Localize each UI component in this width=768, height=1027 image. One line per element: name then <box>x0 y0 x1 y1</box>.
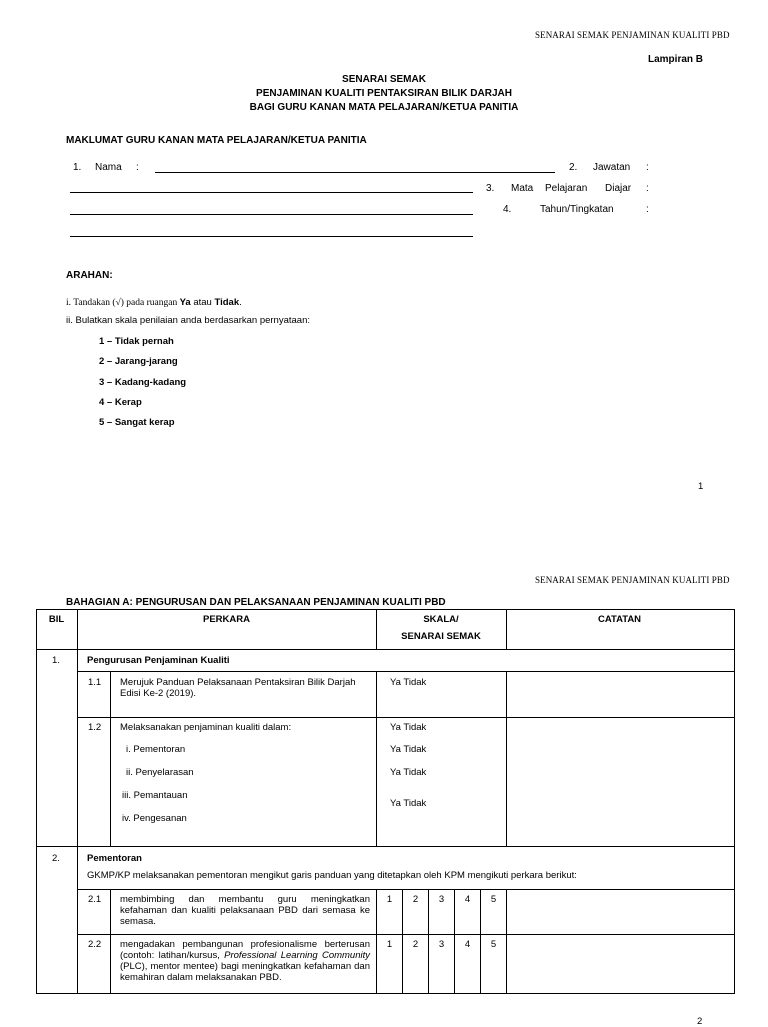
year-input-line[interactable] <box>70 236 473 237</box>
subject-label-part: Pelajaran <box>545 183 588 194</box>
field-colon: : <box>646 204 649 215</box>
table-rule <box>506 671 507 846</box>
appendix-label: Lampiran B <box>648 54 704 65</box>
checklist-table <box>36 609 735 994</box>
subject-label-part: Mata <box>511 183 534 194</box>
sub-item: iii. Pemantauan <box>122 790 188 801</box>
table-rule <box>110 889 111 993</box>
column-header-skala: SENARAI SEMAK <box>401 631 481 642</box>
field-colon: : <box>646 162 649 173</box>
name-label: Nama <box>95 162 122 173</box>
ya-tidak-option[interactable]: Ya Tidak <box>390 722 427 733</box>
table-rule <box>77 671 734 672</box>
instruction-1-ya: Ya <box>179 297 191 308</box>
position-input-line[interactable] <box>70 192 473 193</box>
running-header: SENARAI SEMAK PENJAMINAN KUALITI PBD <box>535 30 730 40</box>
section-title-row: Pengurusan Penjaminan Kualiti <box>87 655 230 666</box>
scale-option[interactable]: 2 <box>412 894 419 905</box>
instructions-heading: ARAHAN: <box>66 270 113 281</box>
instruction-2: ii. Bulatkan skala penilaian anda berdasarkan pernyataan: <box>66 315 310 326</box>
scale-option[interactable]: 1 <box>386 894 393 905</box>
table-rule <box>376 671 377 846</box>
field-number: 3. <box>486 183 495 194</box>
title-line: SENARAI SEMAK <box>342 74 426 85</box>
scale-item: 3 – Kadang-kadang <box>99 376 187 388</box>
ya-tidak-option[interactable]: Ya Tidak <box>390 798 427 809</box>
item-number: 1.2 <box>88 722 102 733</box>
item-text-emphasis: Professional Learning Community <box>224 950 370 961</box>
scale-option[interactable]: 4 <box>464 894 471 905</box>
instruction-1-text: i. Tandakan (√) pada ruangan <box>66 298 180 308</box>
field-number: 4. <box>503 204 512 215</box>
table-rule <box>77 609 78 993</box>
section-heading: MAKLUMAT GURU KANAN MATA PELAJARAN/KETUA PANITIA <box>66 135 367 146</box>
scale-item: 4 – Kerap <box>99 396 142 408</box>
table-rule <box>77 889 734 890</box>
item-number: 1.1 <box>88 677 102 688</box>
title-line: PENJAMINAN KUALITI PENTAKSIRAN BILIK DARJAH <box>256 88 512 99</box>
instruction-1-end: . <box>239 297 242 308</box>
field-number: 2. <box>569 162 578 173</box>
item-text: Merujuk Panduan Pelaksanaan Pentaksiran Bilik Darjah Edisi Ke-2 (2019). <box>120 677 356 699</box>
scale-option[interactable]: 5 <box>490 939 497 950</box>
item-number: 2.2 <box>88 939 102 950</box>
table-rule <box>110 671 111 846</box>
scale-item: 1 – Tidak pernah <box>99 336 174 347</box>
table-rule <box>77 934 734 935</box>
subject-label-part: Diajar <box>605 183 632 194</box>
instruction-1-tidak: Tidak <box>214 297 240 308</box>
position-label: Jawatan <box>593 162 631 173</box>
sub-item: i. Pementoran <box>126 744 186 755</box>
section-title: BAHAGIAN A: PENGURUSAN DAN PELAKSANAAN PENJAMINAN KUALITI PBD <box>66 597 446 608</box>
running-header: SENARAI SEMAK PENJAMINAN KUALITI PBD <box>535 575 730 585</box>
column-header-perkara: PERKARA <box>203 614 250 625</box>
column-header-bil: BIL <box>48 614 65 625</box>
table-rule <box>77 717 734 718</box>
scale-option[interactable]: 4 <box>464 939 471 950</box>
item-text: Melaksanakan penjaminan kualiti dalam: <box>120 722 292 733</box>
table-rule <box>36 649 734 650</box>
section-number: 2. <box>52 853 60 864</box>
page-number: 1 <box>698 481 704 492</box>
scale-item: 5 – Sangat kerap <box>99 417 175 429</box>
title-line: BAGI GURU KANAN MATA PELAJARAN/KETUA PANITIA <box>249 102 519 113</box>
column-header-catatan: CATATAN <box>597 614 642 625</box>
scale-option[interactable]: 1 <box>386 939 393 950</box>
section-number: 1. <box>52 655 60 666</box>
sub-item: ii. Penyelarasan <box>126 767 194 778</box>
page-number: 2 <box>697 1016 703 1027</box>
sub-item: iv. Pengesanan <box>122 813 187 824</box>
item-number: 2.1 <box>88 894 102 905</box>
scale-item: 2 – Jarang-jarang <box>99 356 178 368</box>
table-rule <box>506 889 507 993</box>
item-text: membimbing dan membantu guru meningkatkan kefahaman dan kualiti pelaksanaan PBD dari semasa ke semasa. <box>120 894 370 927</box>
year-label: Tahun/Tingkatan <box>540 204 614 215</box>
table-rule <box>36 846 734 847</box>
item-text <box>120 939 370 983</box>
ya-tidak-option[interactable]: Ya Tidak <box>390 677 427 688</box>
instruction-1 <box>66 297 242 308</box>
section-description: GKMP/KP melaksanakan pementoran mengikut garis panduan yang ditetapkan oleh KPM mengikuti perkara berikut: <box>87 870 577 881</box>
scale-option[interactable]: 5 <box>490 894 497 905</box>
item-text-part: mengadakan pembangunan profesionalisme berterusan (contoh: latihan/kursus, <box>120 939 370 961</box>
scale-list <box>99 332 186 433</box>
subject-input-line[interactable] <box>70 214 473 215</box>
scale-option[interactable]: 3 <box>438 939 445 950</box>
field-colon: : <box>136 162 139 173</box>
field-colon: : <box>646 183 649 194</box>
name-input-line[interactable] <box>155 172 555 173</box>
section-title-row: Pementoran <box>87 853 142 864</box>
field-number: 1. <box>73 162 82 173</box>
document-title <box>184 73 584 115</box>
scale-option[interactable]: 3 <box>438 894 445 905</box>
instruction-1-mid: atau <box>190 297 215 308</box>
item-text-part: (PLC), mentor mentee) bagi meningkatkan kefahaman dan kemahiran dalam melaksanakan PBD. <box>120 961 370 983</box>
ya-tidak-option[interactable]: Ya Tidak <box>390 767 427 778</box>
column-header-skala: SKALA/ <box>423 614 459 625</box>
scale-option[interactable]: 2 <box>412 939 419 950</box>
ya-tidak-option[interactable]: Ya Tidak <box>390 744 427 755</box>
